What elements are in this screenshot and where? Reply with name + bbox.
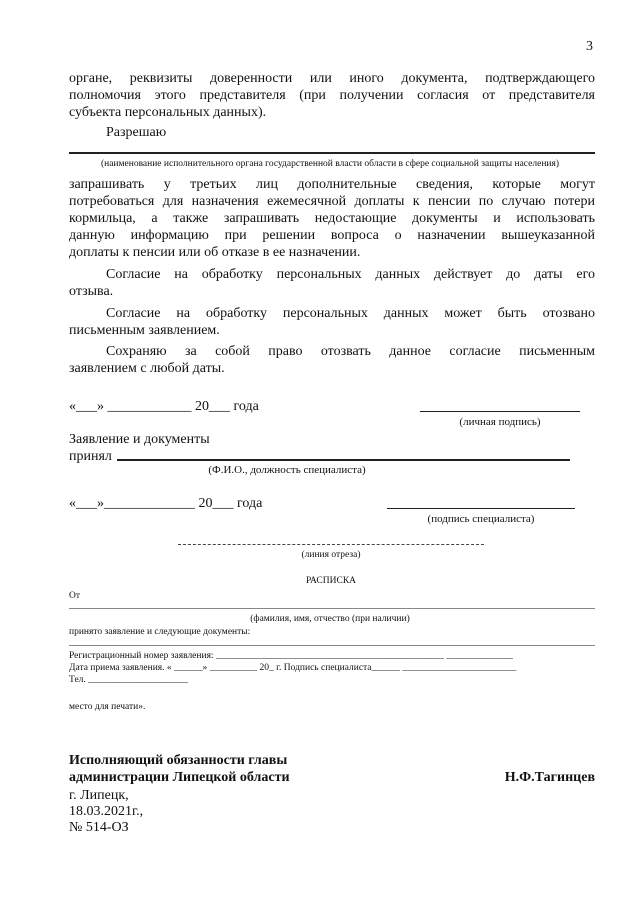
applicant-signature-caption: (личная подпись) <box>459 416 541 428</box>
signer-role-line-1: Исполняющий обязанности главы <box>69 753 288 768</box>
cut-line-caption: (линия отреза) <box>301 550 361 560</box>
intro-line-1: органе, реквизиты доверенности или иного документа, подтверждающего <box>69 71 595 86</box>
issue-date: 18.03.2021г., <box>69 804 144 819</box>
permit-line-1: запрашивать у третьих лиц дополнительные сведения, которые могут <box>69 177 595 192</box>
applicant-signature-line <box>420 411 580 412</box>
reserve-line-2: заявлением с любой даты. <box>69 361 225 376</box>
authority-name-caption: (наименование исполнительного органа государственной власти области в сфере социальной защиты населения) <box>100 159 560 169</box>
permit-label: Разрешаю <box>106 125 167 140</box>
receipt-phone: Тел. _____________________ <box>69 675 188 685</box>
applicant-date-field: «___» ____________ 20___ года <box>69 399 259 414</box>
permit-line-4: данную информацию при решении вопроса о назначении вышеуказанной <box>69 228 595 243</box>
page-number: 3 <box>586 39 593 54</box>
receipt-name-line <box>69 608 595 609</box>
consent-revoke-line-1: Согласие на обработку персональных данных может быть отозвано <box>106 306 595 321</box>
reserve-paragraph <box>69 343 595 377</box>
specialist-signature-caption: (подпись специалиста) <box>427 513 535 525</box>
receipt-reg-number: Регистрационный номер заявления: ________________________________________________ ______________ <box>69 651 513 661</box>
consent-revoke-paragraph <box>69 305 595 339</box>
specialist-name-line <box>117 459 570 461</box>
receipt-accepted-docs: принято заявление и следующие документы: <box>69 627 251 637</box>
accepted-line-1: Заявление и документы <box>69 432 210 447</box>
receipt-name-caption: (фамилия, имя, отчество (при наличии) <box>250 614 410 624</box>
specialist-date-field: «___»_____________ 20___ года <box>69 496 263 511</box>
receipt-title: РАСПИСКА <box>305 576 357 586</box>
consent-valid-line-1: Согласие на обработку персональных данных действует до даты его <box>106 267 595 282</box>
accepted-line-2: принял <box>69 449 112 464</box>
permit-line-2: потребоваться для назначения ежемесячной доплаты к пенсии по случаю потери <box>69 194 595 209</box>
specialist-signature-line <box>387 508 575 509</box>
receipt-date-received: Дата приема заявления. « ______» __________ 20_ г. Подпись специалиста______ ________________________ <box>69 663 517 673</box>
consent-valid-line-2: отзыва. <box>69 284 114 299</box>
receipt-docs-line <box>69 645 595 646</box>
specialist-name-caption: (Ф.И.О., должность специалиста) <box>208 464 366 476</box>
law-number: № 514-ОЗ <box>69 820 129 835</box>
intro-line-3: субъекта персональных данных). <box>69 105 267 120</box>
permit-line-3: кормильца, а также запрашивать недостающие документы и использовать <box>69 211 595 226</box>
intro-line-2: полномочия этого представителя (при получении согласия от представителя <box>69 88 595 103</box>
authority-name-line <box>69 152 595 154</box>
reserve-line-1: Сохраняю за собой право отозвать данное согласие письменным <box>106 344 595 359</box>
receipt-stamp-place: место для печати». <box>69 702 146 712</box>
permit-paragraph <box>69 176 595 261</box>
issue-city: г. Липецк, <box>69 788 129 803</box>
cut-line <box>178 544 484 545</box>
intro-paragraph <box>69 70 595 121</box>
receipt-from-label: От <box>69 591 81 601</box>
consent-valid-paragraph <box>69 266 595 300</box>
signer-name: Н.Ф.Тагинцев <box>504 770 595 785</box>
signer-role-line-2: администрации Липецкой области <box>69 770 290 785</box>
permit-line-5: доплаты к пенсии или об отказе в ее назначении. <box>69 245 361 260</box>
consent-revoke-line-2: письменным заявлением. <box>69 323 220 338</box>
